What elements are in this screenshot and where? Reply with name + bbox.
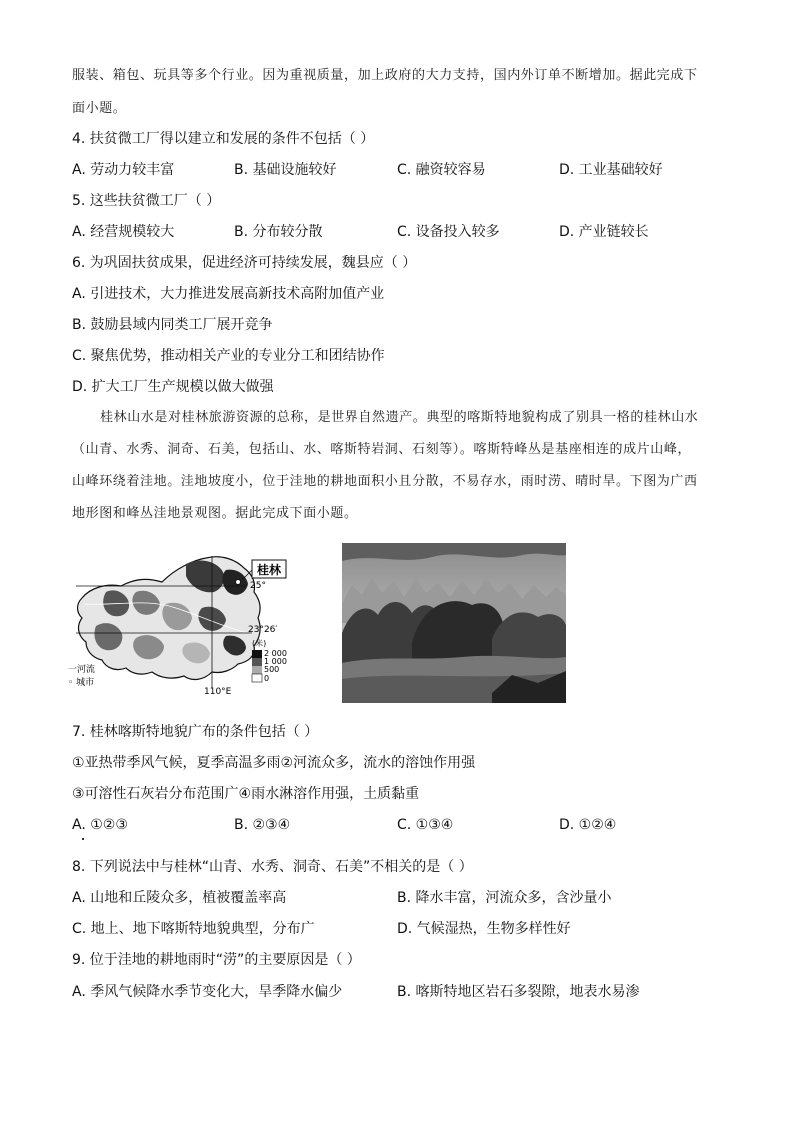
legend-swatch-0 xyxy=(252,674,262,682)
longitude-label: 110°E xyxy=(204,687,232,696)
question-6-option-c: C. 聚焦优势，推动相关产业的专业分工和团结协作 xyxy=(72,348,385,364)
option-a: A. 季风气候降水季节变化大，旱季降水偏少 xyxy=(72,984,343,1000)
latitude-label-tropic: 23°26′ xyxy=(248,625,278,635)
question-8-options-row-1 xyxy=(72,888,722,908)
question-5-options xyxy=(72,222,722,242)
question-6-option-a: A. 引进技术，大力推进发展高新技术高附加值产业 xyxy=(72,286,385,302)
question-4-options xyxy=(72,160,722,180)
question-8-stem: 8. 下列说法中与桂林“山青、水秀、洞奇、石美”不相关的是（ ） xyxy=(72,859,473,875)
question-6-option-b: B. 鼓励县域内同类工厂展开竞争 xyxy=(72,317,273,333)
scan-speck xyxy=(82,838,84,840)
question-7-statement-1: ①亚热带季风气候，夏季高温多雨②河流众多，流水的溶蚀作用强 xyxy=(72,755,476,771)
intro-text-line-1: 服装、箱包、玩具等多个行业。因为重视质量，加上政府的大力支持，国内外订单不断增加。据此完成下 xyxy=(72,68,698,83)
legend-value-0: 0 xyxy=(264,674,270,683)
question-8-options-row-2 xyxy=(72,919,722,939)
option-b: B. 降水丰富，河流众多，含沙量小 xyxy=(397,890,612,906)
legend-city: ◦ 城市 xyxy=(68,678,95,688)
passage-line-1: 桂林山水是对桂林旅游资源的总称，是世界自然遗产。典型的喀斯特地貌构成了别具一格的桂林山水 xyxy=(100,410,699,425)
karst-landscape-photo xyxy=(342,543,566,703)
guangxi-topographic-map xyxy=(66,548,288,696)
legend-value-2000: 2 000 xyxy=(264,649,287,658)
passage-line-4: 地形图和峰丛洼地景观图。据此完成下面小题。 xyxy=(72,506,358,521)
legend-swatch-2000 xyxy=(252,650,262,658)
option-a: A. 山地和丘陵众多，植被覆盖率高 xyxy=(72,890,287,906)
question-7-options xyxy=(72,815,722,835)
intro-text-line-2: 面小题。 xyxy=(72,101,127,116)
guilin-label: 桂林 xyxy=(257,563,282,577)
question-6-stem: 6. 为巩固扶贫成果，促进经济可持续发展，魏县应（ ） xyxy=(72,255,417,271)
option-d: D. 工业基础较好 xyxy=(559,162,663,178)
option-a: A. ①②③ xyxy=(72,817,128,833)
question-9-options-row-1 xyxy=(72,982,722,1002)
question-5-stem: 5. 这些扶贫微工厂（ ） xyxy=(72,193,221,209)
legend-swatch-500 xyxy=(252,666,262,674)
option-c: C. 设备投入较多 xyxy=(397,224,500,240)
question-7-statement-2: ③可溶性石灰岩分布范围广④雨水淋溶作用强，土质黏重 xyxy=(72,786,420,802)
option-b: B. ②③④ xyxy=(234,817,291,833)
legend-swatch-1000 xyxy=(252,658,262,666)
option-b: B. 基础设施较好 xyxy=(234,162,337,178)
legend-value-500: 500 xyxy=(264,665,280,674)
passage-line-2: （山青、水秀、洞奇、石美，包括山、水、喀斯特岩洞、石刻等）。喀斯特峰丛是基座相连的成片山峰， xyxy=(72,442,692,457)
option-a: A. 劳动力较丰富 xyxy=(72,162,175,178)
question-9-stem: 9. 位于洼地的耕地雨时“涝”的主要原因是（ ） xyxy=(72,952,361,968)
option-b: B. 喀斯特地区岩石多裂隙，地表水易渗 xyxy=(397,984,640,1000)
option-d: D. ①②④ xyxy=(559,817,617,833)
option-c: C. 融资较容易 xyxy=(397,162,486,178)
question-6-option-d: D. 扩大工厂生产规模以做大做强 xyxy=(72,379,274,395)
legend-unit: (米) xyxy=(252,639,267,648)
legend-value-1000: 1 000 xyxy=(264,657,287,666)
option-d: D. 产业链较长 xyxy=(559,224,649,240)
option-b: B. 分布较分散 xyxy=(234,224,323,240)
latitude-label-25: 25° xyxy=(250,581,266,591)
option-d: D. 气候湿热，生物多样性好 xyxy=(397,921,571,937)
option-a: A. 经营规模较大 xyxy=(72,224,175,240)
question-7-stem: 7. 桂林喀斯特地貌广布的条件包括（ ） xyxy=(72,724,319,740)
option-c: C. 地上、地下喀斯特地貌典型，分布广 xyxy=(72,921,315,937)
passage-line-3: 山峰环绕着洼地。洼地坡度小，位于洼地的耕地面积小且分散，不易存水，雨时涝、晴时旱。下图为广西 xyxy=(72,474,698,489)
legend-river: 一河流 xyxy=(68,665,96,675)
option-c: C. ①③④ xyxy=(397,817,454,833)
guilin-city-marker xyxy=(236,580,241,585)
question-4-stem: 4. 扶贫微工厂得以建立和发展的条件不包括（ ） xyxy=(72,131,375,147)
